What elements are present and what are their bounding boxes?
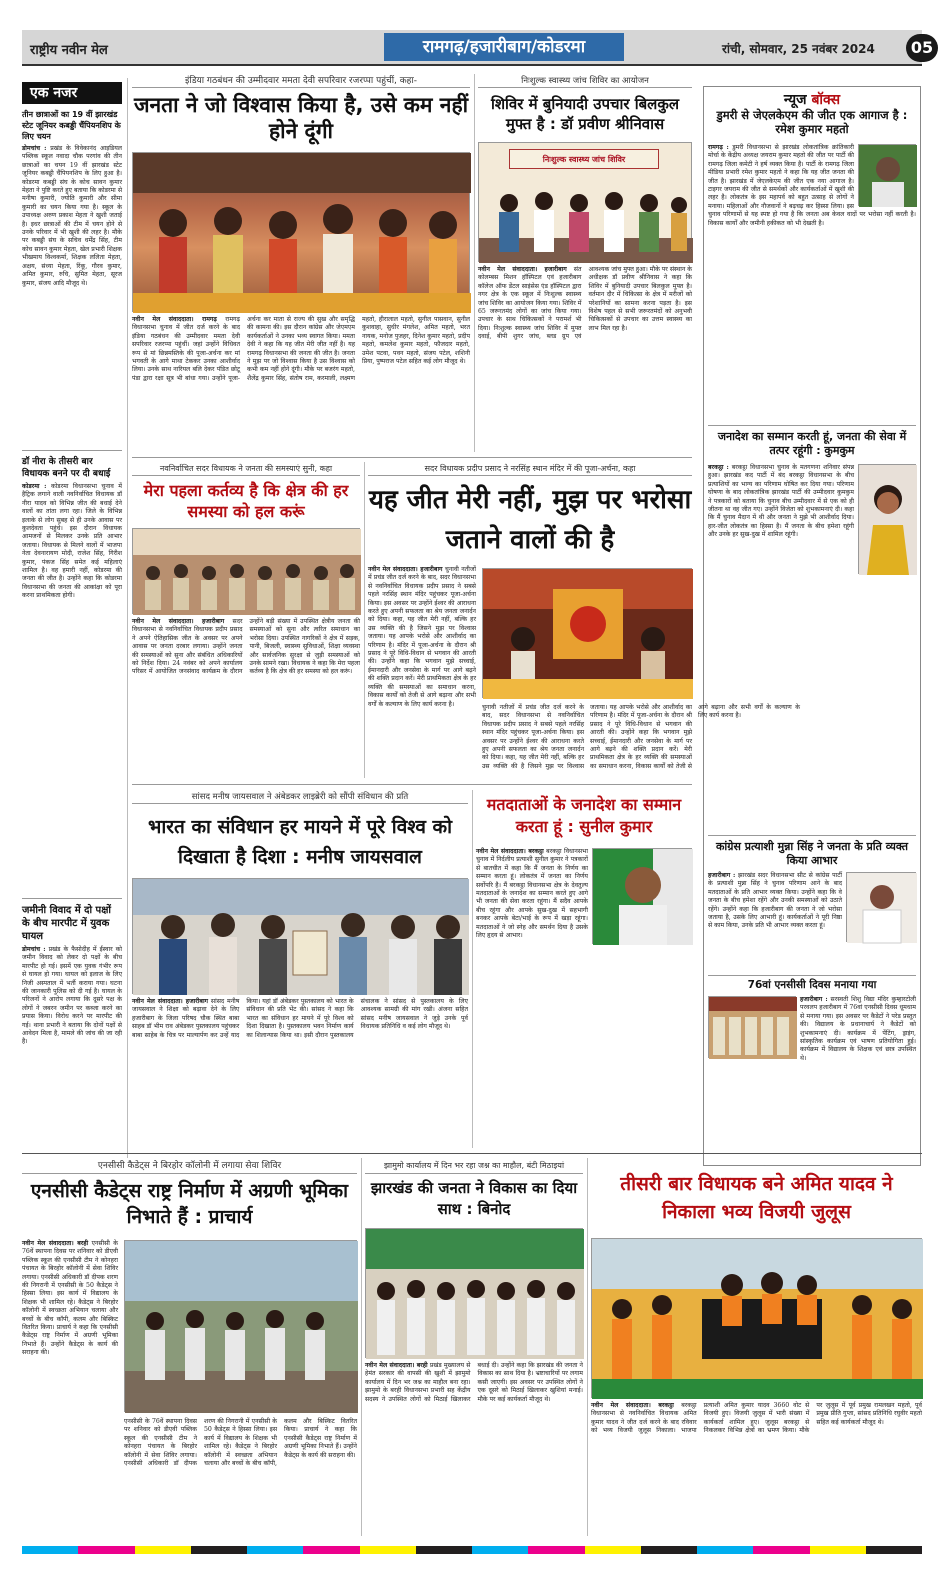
story-2-kicker: निःशुल्क स्वास्थ्य जांच शिविर का आयोजन bbox=[478, 74, 692, 88]
edition-banner: रामगढ़/हजारीबाग/कोडरमा bbox=[384, 33, 624, 61]
registration-swatch bbox=[697, 1546, 753, 1554]
ramesh-kumar-mahto-photo bbox=[858, 144, 916, 206]
registration-swatch bbox=[360, 1546, 416, 1554]
story-7-body-left: नवीन मेल संवाददाता। बरही एनसीसी के 76वें स्थापना दिवस पर शनिवार को डीएवी पब्लिक स्कूल की एनसीसी टीम ने कोनहरा पंचायत के बिरहोर कॉलोनी में सेवा शिविर लगाया। एनसीसी अधिकारी डॉ दीपक शरण की निगरानी में एनसीसी के 50 कैडेट्स ने हिस्सा लिया। इस कार्य में विद्यालय के शिक्षक भी शामिल रहे। कैडेट्स ने बिरहोर कॉलोनी में स्वच्छता अभियान चलाया और बच्चों के बीच कॉपी, कलम और बिस्किट वितरित किया। प्राचार्य ने कहा कि एनसीसी कैडेट्स राष्ट्र निर्माण में अग्रणी भूमिका निभाते हैं। उन्होंने कैडेट्स के कार्य की सराहना की। bbox=[22, 1240, 118, 1357]
registration-swatch bbox=[585, 1546, 641, 1554]
story-1-headline: जनता ने जो विश्वास किया है, उसे कम नहीं होने दूंगी bbox=[133, 93, 469, 143]
story-4-photo bbox=[482, 568, 692, 698]
story-3-body: नवीन मेल संवाददाता। हजारीबाग सदर विधानसभा से नवनिर्वाचित विधायक प्रदीप प्रसाद ने अपने ऐतिहासिक जीत के अवसर पर अपने आवास पर जनता दरबार लगाया। उन्होंने जनता की समस्याओं को सुना और संबंधित अधिकारियों को निर्देश दिया। 24 नवंबर को अपने कार्यालय परिसर में आयोजित जनसंवाद कार्यक्रम के दौरान उन्होंने बड़ी संख्या में उपस्थित क्षेत्रीय जनता की समस्याओं को सुना और त्वरित समाधान का भरोसा दिया। उपस्थित नागरिकों ने क्षेत्र में सड़क, पानी, बिजली, स्वास्थ्य सुविधाओं, शिक्षा व्यवस्था और सार्वजनिक सुरक्षा से जुड़ी समस्याओं को उनके सामने रखा। विधायक ने कहा कि मेरा पहला कर्तव्य है कि क्षेत्र की हर समस्या को हल करूं। bbox=[132, 618, 360, 676]
brief-3-body: डोमचांच : प्रखंड के फैसोदीह में ईंस्वार को जमीन विवाद को लेकर दो पक्षों के बीच मारपीट हो गई। इसमें एक युवक गंभीर रूप से घायल हो गया। घायल को इलाज के लिए निजी अस्पताल में भर्ती कराया गया। घटना की जानकारी पुलिस को दी गई है। घायल के परिजनों ने आरोप लगाया कि दूसरे पक्ष के लोगों ने जबरन जमीन पर कब्जा करने का प्रयास किया। विरोध करने पर मारपीट की गई। थाना प्रभारी ने बताया कि दोनों पक्षों से आवेदन मिला है, मामले की जांच की जा रही है। bbox=[22, 946, 123, 1046]
story-pradeep-first-duty bbox=[132, 462, 360, 778]
story-ncc-cadets bbox=[22, 1158, 357, 1536]
story-5-kicker: सांसद मनीष जायसवाल ने अंबेडकर लाइब्रेरी को सौंपी संविधान की प्रति bbox=[132, 790, 468, 804]
story-6-headline: मतदाताओं के जनादेश का सम्मान करता हूं : सुनील कुमार bbox=[486, 795, 682, 836]
story-mamta-devi bbox=[132, 74, 470, 452]
story-binod bbox=[365, 1158, 583, 1536]
portrait-illustration bbox=[847, 873, 917, 943]
brief-2-body: कोडरमा : कोडरमा विधानसभा चुनाव में हैट्रिक लगाने वाली नवनिर्वाचित विधायक डॉ नीरा यादव को विभिन्न जीत की बधाई देने वालों का तांता लगा रहा। जिले के विभिन्न इलाके से लोग सुबह से ही उनके आवास पर कुलदेवता पहुंचे। इस दौरान विधायक आमजनों से मिलकर उनके प्रति आभार जताया। विधायक से मिलने वालों में भाजपा नेता देवनारायण मोदी, राजेश सिंह, गिरीश कुमार, पंकज सिंह समेत कई महिलाएं शामिल है। वह हमारी नहीं, कोडरमा की जनता की जीत है। उन्होंने कहा कि कोडरमा विधानसभा की जनता की आकांक्षा को पूरा करना प्राथमिकता होगी। bbox=[22, 483, 122, 600]
constitution-handover-illustration bbox=[133, 879, 469, 995]
story-4-kicker: सदर विधायक प्रदीप प्रसाद ने नरसिंह स्थान मंदिर में की पूजा-अर्चना, कहा bbox=[368, 462, 692, 476]
story-3-photo bbox=[132, 528, 360, 614]
story-2-photo bbox=[478, 142, 692, 262]
ncc-day-headline: 76वां एनसीसी दिवस मनाया गया bbox=[747, 979, 877, 991]
story-7-body-bottom: एनसीसी के 76वें स्थापना दिवस पर शनिवार को डीएवी पब्लिक स्कूल की एनसीसी टीम ने कोनहरा पंचायत के बिरहोर कॉलोनी में सेवा शिविर लगाया। एनसीसी अधिकारी डॉ दीपक शरण की निगरानी में एनसीसी के 50 कैडेट्स ने हिस्सा लिया। इस कार्य में विद्यालय के शिक्षक भी शामिल रहे। कैडेट्स ने बिरहोर कॉलोनी में स्वच्छता अभियान चलाया और बच्चों के बीच कॉपी, कलम और बिस्किट वितरित किया। प्राचार्य ने कहा कि एनसीसी कैडेट्स राष्ट्र निर्माण में अग्रणी भूमिका निभाते हैं। उन्होंने कैडेट्स के कार्य की सराहना की। bbox=[124, 1418, 357, 1468]
kumkum-headline: जनादेश का सम्मान करती हूं, जनता की सेवा में तत्पर रहूंगी : कुमकुम bbox=[717, 430, 907, 457]
ncc-day-body: हजारीबाग : सरस्वती शिशु विद्या मंदिर कुम्हारटोली परवलप हजारीबाग में 76वां एनसीसी दिवस धूमधाम से मनाया गया। इस अवसर पर कैडेटों ने परेड प्रस्तुत की। विद्यालय के प्रधानाचार्य ने कैडेटों को शुभकामनाएं दी। कार्यक्रम में पेंटिंग, ड्राइंग, सांस्कृतिक कार्यक्रम एवं भाषण प्रतियोगिता हुई। कार्यक्रम में विद्यालय के शिक्षक एवं छात्र उपस्थित थे। bbox=[800, 996, 917, 1062]
page-date: रांची, सोमवार, 25 नवंबर 2024 bbox=[722, 42, 875, 56]
kumkum-photo bbox=[858, 464, 916, 574]
story-9-headline: तीसरी बार विधायक बने अमित यादव ने निकाला भव्य विजयी जुलूस bbox=[620, 1173, 893, 1223]
munna-body: हजारीबाग : झारखंड सदर विधानसभा सीट से कांग्रेस पार्टी के प्रत्याशी मुन्ना सिंह ने चुनाव परिणाम आने के बाद मतदाताओं के प्रति आभार व्यक्त किया। उन्होंने कहा कि वे जनता के बीच हमेशा रहेंगे और उनकी समस्याओं को उठाते रहेंगे। उन्होंने कहा कि हजारीबाग की जनता ने जो भरोसा जताया है, उसके लिए आभारी हूं। कार्यकर्ताओं ने पूरी निष्ठा से काम किया, उनके प्रति भी आभार व्यक्त करता हूं। bbox=[708, 872, 842, 930]
kumkum-body: बरकट्ठा : बरकट्ठा विधानसभा चुनाव के मतगणना शनिवार संपन्न हुआ। झारखंड कद पार्टी में बंद बरकट्ठा विधानसभा के बीच प्रत्याशियों का भाग्य का परिणाम घोषित कर दिया गया। परिणाम घोषणा के बाद लोकतांत्रिक झारखंड पार्टी की उम्मीदवार कुमकुम ने पत्रकारों को बताया कि चुनाव बीच उम्मीदवार में से एक को ही जीतना था वह जीत गए। उन्होंने विजेता को शुभकामनाएं दी। कहा कि मैं चुनाव मैदान में थी और जनता ने मुझे भी आशीर्वाद दिया। हार-जीत लोकतंत्र का हिस्सा है। मैं जनता के बीच हमेशा रहूंगी और उनके हर सुख-दुख में शामिल रहूंगी। bbox=[708, 464, 855, 539]
brief-1-headline: तीन छात्राओं का 19 वीं झारखंड स्टेट जूनियर कबड्डी चैंपियनशिप के लिए चयन bbox=[22, 110, 121, 141]
story-8-kicker: झामुमो कार्यालय में दिन भर रहा जश्न का माहौल, बंटी मिठाइयां bbox=[365, 1158, 583, 1174]
registration-swatch bbox=[78, 1546, 134, 1554]
story-8-body: नवीन मेल संवाददाता। बरही प्रखंड मुख्यालय से हेमंत सरकार की वापसी की खुशी में झामुमो कार्यालय में दिन भर जश्न का माहौल बना रहा। झामुमो के बरही विधानसभा प्रभारी सह केंद्रीय सदस्य ने उपस्थित लोगों को मिठाई खिलाकर बधाई दी। उन्होंने कहा कि झारखंड की जनता ने विकास का साथ दिया है। भ्रष्टाचारियों पर लगाम कसी जाएगी। इस अवसर पर उपस्थित लोगों ने एक दूसरे को मिठाई खिलाकर खुशियां मनाई। मौके पर कई कार्यकर्ता मौजूद थे। bbox=[365, 1362, 583, 1403]
page-number-badge: 05 bbox=[906, 34, 938, 62]
temple-puja-illustration bbox=[483, 569, 693, 699]
kumkum-story bbox=[708, 430, 916, 830]
registration-color-bar bbox=[22, 1546, 922, 1554]
story-9-body: नवीन मेल संवाददाता। बरकट्ठा बरकट्ठा विधानसभा से नवनिर्वाचित विधायक अमित कुमार यादव ने जीत दर्ज करने के बाद रविवार को भव्य विजयी जुलूस निकाला। भाजपा प्रत्याशी अमित कुमार यादव 3660 वोट से विजयी हुए। विजयी जुलूस में भारी संख्या में कार्यकर्ता शामिल हुए। जुलूस बरकट्ठा से निकलकर विभिन्न क्षेत्रों का भ्रमण किया। मौके पर जुलूस में पूर्व प्रमुख रामलखन महतो, पूर्व प्रमुख प्रीति गुप्ता, सांसद प्रतिनिधि रघुवीर महतो सहित कई कार्यकर्ता मौजूद थे। bbox=[591, 1402, 922, 1435]
story-2-headline: शिविर में बुनियादी उपचार बिलकुल मुफ्त है : डॉ प्रवीण श्रीनिवास bbox=[490, 95, 680, 133]
story-9-photo bbox=[591, 1238, 922, 1398]
paper-name: राष्ट्रीय नवीन मेल bbox=[30, 43, 108, 58]
camp-banner: निःशुल्क स्वास्थ्य जांच शिविर bbox=[509, 149, 659, 169]
crowd-photo-illustration bbox=[133, 153, 471, 313]
brief-1-body: डोमचांच : प्रखंड के विवेकानंद आइडियल पब्लिक स्कूल नवादा चौक परगांव की तीन छात्राओं का चयन 19 वीं झारखंड स्टेट जूनियर कबड्डी चैंपियनशिप के लिए हुआ है। कोडरमा कबड्डी संघ के कोच सावन कुमार मेहता ने पुष्टि करते हुए बताया कि कोडरमा से मनीषा कुमारी, ज्योति कुमारी और सीमा कुमारी का चयन किया गया है। स्कूल के उपाध्यक्ष अरुण प्रकाश मेहता ने खुशी जताई है। इधर छात्राओं की टीम में चयन होने से उनके परिवार में भी खुशी की लहर है। मौके पर कबड्डी संघ के सचिव धर्मेंद्र सिंह, टीम कोच सावन कुमार मेहता, खेल प्रभारी शिक्षक भीखमाय विश्वकर्मा, शिक्षक ललिता मेहता, अक्षय, संध्या मेहता, रिंकू, गौरव कुमार, अमित कुमार, रुचि, सुमित मेहता, सूरज कुमार, संजय आदि मौजूद थे। bbox=[22, 145, 123, 287]
registration-swatch bbox=[810, 1546, 866, 1554]
masthead bbox=[22, 30, 934, 66]
story-6-body: नवीन मेल संवाददाता। बरकट्ठा बरकट्ठा विधानसभा चुनाव में निर्दलीय प्रत्याशी सुनील कुमार ने पत्रकारों से बातचीत में कहा कि मैं जनता के निर्णय का सम्मान करता हूं। लोकतंत्र में जनता का निर्णय सर्वोपरि है। मैं बरकट्ठा विधानसभा क्षेत्र के देवतुल्य मतदाताओं के जनादेश का सम्मान करते हुए आगे भी जनता की सेवा करता रहूंगा। मैं सदैव आपके बीच रहूंगा और आपके सुख-दुख में सहभागी बनकर आपके बेटा/भाई के रूप में खड़ा रहूंगा। मतदाताओं ने जो स्नेह और समर्थन दिया है उसके लिए हृदय से आभार। bbox=[476, 848, 589, 940]
registration-swatch bbox=[472, 1546, 528, 1554]
registration-swatch bbox=[416, 1546, 472, 1554]
victory-procession-illustration bbox=[592, 1239, 923, 1399]
ncc-day-photo bbox=[708, 996, 796, 1058]
ncc-cadets-illustration bbox=[125, 1241, 358, 1413]
munna-headline: कांग्रेस प्रत्याशी मुन्ना सिंह ने जनता के प्रति व्यक्त किया आभार bbox=[715, 840, 909, 867]
public-meeting-illustration bbox=[133, 529, 361, 615]
story-5-photo bbox=[132, 878, 468, 994]
news-box bbox=[708, 90, 916, 420]
jmm-celebration-illustration bbox=[366, 1229, 584, 1359]
story-8-photo bbox=[365, 1228, 583, 1358]
story-4-body-left: नवीन मेल संवाददाता। हजारीबाग चुनावी नतीजों में प्रचंड जीत दर्ज करने के बाद, सदर विधानसभा से नवनिर्वाचित विधायक प्रदीप प्रसाद ने सबसे पहले नरसिंह स्थान मंदिर पहुंचकर पूजा-अर्चना किया। इस अवसर पर उन्होंने ईश्वर की आराधना करते हुए अपनी सफलता का श्रेय जनता जनार्दन को दिया। कहा, यह जीत मेरी नहीं, बल्कि हर उस व्यक्ति की है जिसने मुझ पर विश्वास जताया। यह आपके भरोसे और आशीर्वाद का परिणाम है। मंदिर में पूजा-अर्चना के दौरान श्री प्रसाद ने पूरे विधि-विधान से भगवान की आरती की। उन्होंने कहा कि भगवान मुझे सच्चाई, ईमानदारी और जनसेवा के मार्ग पर आगे बढ़ने की शक्ति प्रदान करें। मेरी प्राथमिकता क्षेत्र के हर व्यक्ति की समस्याओं का समाधान करना, विकास कार्यों को तेजी से आगे बढ़ाना और सभी वर्गों के कल्याण के लिए कार्य करना है। bbox=[368, 566, 477, 708]
story-5-headline: भारत का संविधान हर मायने में पूरे विश्व को दिखाता है दिशा : मनीष जायसवाल bbox=[147, 816, 453, 868]
story-7-kicker: एनसीसी कैडेट्स ने बिरहोर कॉलोनी में लगाया सेवा शिविर bbox=[22, 1158, 357, 1174]
brief-3-headline: जमीनी विवाद में दो पक्षों के बीच मारपीट में युवक घायल bbox=[22, 905, 111, 942]
section-label-ek-nazar: एक नजर bbox=[22, 82, 122, 104]
news-box-body: रामगढ़ : डुमरी विधानसभा से झारखंड लोकतांत्रिक क्रांतिकारी मोर्चा के केंद्रीय अध्यक्ष जयराम कुमार महतो की जीत पर पार्टी की रामगढ़ जिला कमेटी ने हर्ष व्यक्त किया है। पार्टी के रामगढ़ जिला मीडिया प्रभारी रमेश कुमार महतो ने कहा कि यह जीत जनता की जीत है। झारखंड में जेएलकेएम की जीत एक नया आगाज है। टाइगर जयराम की जीत से समर्थकों और कार्यकर्ताओं में खुशी की लहर है। लोकतंत्र के इस महापर्व को बहुत उत्साह से लोगों ने मनाया। महिलाओं और नौजवानों ने बढ़चढ़ कर हिस्सा लिया। इस चुनाव परिणामों से यह स्पष्ट हो गया है कि जनता अब केवल वादों पर भरोसा नहीं करती है। विकास कार्यों और जमीनी हकीकत को भी देखती है। bbox=[708, 144, 916, 227]
brief-2-headline: डॉ नीरा के तीसरी बार विधायक बनने पर दी बधाई bbox=[22, 457, 111, 479]
registration-swatch bbox=[191, 1546, 247, 1554]
portrait-illustration bbox=[593, 849, 693, 945]
portrait-illustration bbox=[859, 145, 917, 207]
registration-swatch bbox=[22, 1546, 78, 1554]
story-manish-jaiswal bbox=[132, 790, 468, 1148]
story-7-headline: एनसीसी कैडेट्स राष्ट्र निर्माण में अग्रणी भूमिका निभाते हैं : प्राचार्य bbox=[30, 1180, 349, 1228]
story-3-kicker: नवनिर्वाचित सदर विधायक ने जनता की समस्याएं सुनी, कहा bbox=[132, 462, 360, 476]
story-5-body: नवीन मेल संवाददाता। हजारीबाग सांसद मनीष जायसवाल ने शिक्षा को बढ़ावा देने के लिए हजारीबाग के जिला परिषद चौक स्थित बाबा साहब डॉ भीम राव अंबेडकर पुस्तकालय पहुंचकर बाबा साहेब के चित्र पर माल्यार्पण कर उन्हें याद किया। यहां डॉ अंबेडकर पुस्तकालय को भारत के संविधान की प्रति भेंट की। सांसद ने कहा कि भारत का संविधान हर मायने में पूरे विश्व को दिशा दिखाता है। पुस्तकालय भवन निर्माण कार्य का शिलान्यास किया था। इसी दौरान पुस्तकालय संचालक ने सांसद से पुस्तकालय के लिए आवश्यक सामग्री की मांग रखी। अंजना सहित सांसद मनीष जायसवाल ने जुड़े उनके पूर्व विधायक प्रतिनिधि व कई लोग मौजूद थे। bbox=[132, 998, 468, 1039]
news-box-headline: डुमरी से जेएलकेएम की जीत एक आगाज है : रमेश कुमार महतो bbox=[716, 108, 908, 136]
news-box-label: न्यूज बॉक्स bbox=[783, 92, 841, 108]
sunil-kumar-photo bbox=[592, 848, 692, 944]
story-8-headline: झारखंड की जनता ने विकास का दिया साथ : बिनोद bbox=[370, 1179, 578, 1218]
story-7-photo bbox=[124, 1240, 357, 1412]
story-1-body: नवीन मेल संवाददाता। रामगढ़ रामगढ़ विधानसभा चुनाव में जीत दर्ज करने के बाद इंडिया गठबंधन की उम्मीदवार ममता देवी सपरिवार रजरप्पा पहुंचीं। जहां उन्होंने विधिवत रूप से मां छिन्नमस्तिके की पूजा-अर्चना कर मां भगवती के आगे माथा टेककर उनका आशीर्वाद लिया। उनके साथ नारियल बलि देकर पंडित छोटू पंडा द्वारा रक्षा सूत्र भी बांधा गया। उन्होंने पूजा-अर्चना कर माता से राज्य की सुख और समृद्धि की कामना की। इस दौरान कांग्रेस और जेएमएम कार्यकर्ताओं ने उनका भव्य स्वागत किया। ममता देवी ने कहा कि यह जीत मेरी जीत नहीं है। यह रामगढ़ विधानसभा की जनता की जीत है। जनता ने मुझ पर जो विश्वास किया है उस विश्वास को कभी कम नहीं होने दूंगी। मौके पर बजरंग महतो, शैलेंद्र कुमार सिंह, संतोष राम, करमाली, लक्ष्मण महतो, हीरालाल महतो, सुनील पासवान, सुनील कुशवाहा, सुधीर मंगलेश, अमित महतो, भरत नायक, मनोज पुजहर, दिनेश कुमार महतो, प्रदीप महतो, कमलेश कुमार महतो, फौजदार महतो, उमेश पटवा, पवन महतो, संजय पटेल, शशिनी प्रिया, पुष्पराज पटेल सहित कई लोग मौजूद थे। bbox=[132, 316, 470, 382]
registration-swatch bbox=[303, 1546, 359, 1554]
story-sunil-kumar bbox=[476, 790, 692, 1148]
story-4-body-bottom: चुनावी नतीजों में प्रचंड जीत दर्ज करने के बाद, सदर विधानसभा से नवनिर्वाचित विधायक प्रदीप प्रसाद ने सबसे पहले नरसिंह स्थान मंदिर पहुंचकर पूजा-अर्चना किया। इस अवसर पर उन्होंने ईश्वर की आराधना करते हुए अपनी सफलता का श्रेय जनता जनार्दन को दिया। कहा, यह जीत मेरी नहीं, बल्कि हर उस व्यक्ति की है जिसने मुझ पर विश्वास जताया। यह आपके भरोसे और आशीर्वाद का परिणाम है। मंदिर में पूजा-अर्चना के दौरान श्री प्रसाद ने पूरे विधि-विधान से भगवान की आरती की। उन्होंने कहा कि भगवान मुझे सच्चाई, ईमानदारी और जनसेवा के मार्ग पर आगे बढ़ने की शक्ति प्रदान करें। मेरी प्राथमिकता क्षेत्र के हर व्यक्ति की समस्याओं का समाधान करना, विकास कार्यों को तेजी से आगे बढ़ाना और सभी वर्गों के कल्याण के लिए कार्य करना है। bbox=[482, 704, 800, 770]
story-4-headline: यह जीत मेरी नहीं, मुझ पर भरोसा जताने वालों की है bbox=[368, 485, 692, 555]
story-1-photo bbox=[132, 152, 470, 312]
munna-singh-story bbox=[708, 840, 916, 970]
story-1-kicker: इंडिया गठबंधन की उम्मीदवार ममता देवी सपरिवार रजरप्पा पहुंचीं, कहा- bbox=[132, 74, 470, 88]
registration-swatch bbox=[247, 1546, 303, 1554]
registration-swatch bbox=[135, 1546, 191, 1554]
ncc-day-story bbox=[708, 978, 916, 1158]
story-2-body: नवीन मेल संवाददाता। हजारीबाग संत कोलम्बस मिशन हॉस्पिटल एवं हजारीबाग कॉलेज ऑफ डेंटल साइंसेस एंड हॉस्पिटल द्वारा नगर क्षेत्र के एक स्कूल में निःशुल्क स्वास्थ्य जांच शिविर का आयोजन किया गया। शिविर में 65 जरूरतमंद लोगों का जांच किया गया। उपचार के साथ चिकित्सकों ने परामर्श भी दिया। निःशुल्क स्वास्थ्य जांच शिविर में मुफ्त दवाई, बीपी शुगर जांच, ब्लड ग्रुप एवं आवश्यक जांच मुफ्त हुआ। मौके पर संस्थान के अधीक्षक डॉ प्रवीण श्रीनिवास ने कहा कि शिविर में बुनियादी उपचार बिलकुल मुफ्त है। वर्तमान दौर में चिकित्सा के क्षेत्र में मरीजों को परेशानियों का सामना करना पड़ता है। इस विशेष पहल से सभी जरूरतमंदों को अनुभवी चिकित्सकों से उपचार का उत्तम स्वास्थ्य का लाभ मिल रहा है। bbox=[478, 266, 692, 341]
registration-swatch bbox=[641, 1546, 697, 1554]
story-health-camp bbox=[478, 74, 692, 452]
registration-swatch bbox=[866, 1546, 922, 1554]
story-3-headline: मेरा पहला कर्तव्य है कि क्षेत्र की हर समस्या को हल करूं bbox=[143, 481, 349, 521]
ncc-cadets-illustration bbox=[709, 997, 797, 1059]
health-camp-illustration bbox=[479, 143, 693, 263]
munna-singh-photo bbox=[846, 872, 916, 942]
story-amit-yadav bbox=[591, 1158, 922, 1536]
registration-swatch bbox=[753, 1546, 809, 1554]
portrait-illustration bbox=[859, 465, 917, 575]
left-column bbox=[22, 82, 122, 1162]
news-box-label-accent: बॉक्स bbox=[811, 92, 841, 108]
registration-swatch bbox=[528, 1546, 584, 1554]
